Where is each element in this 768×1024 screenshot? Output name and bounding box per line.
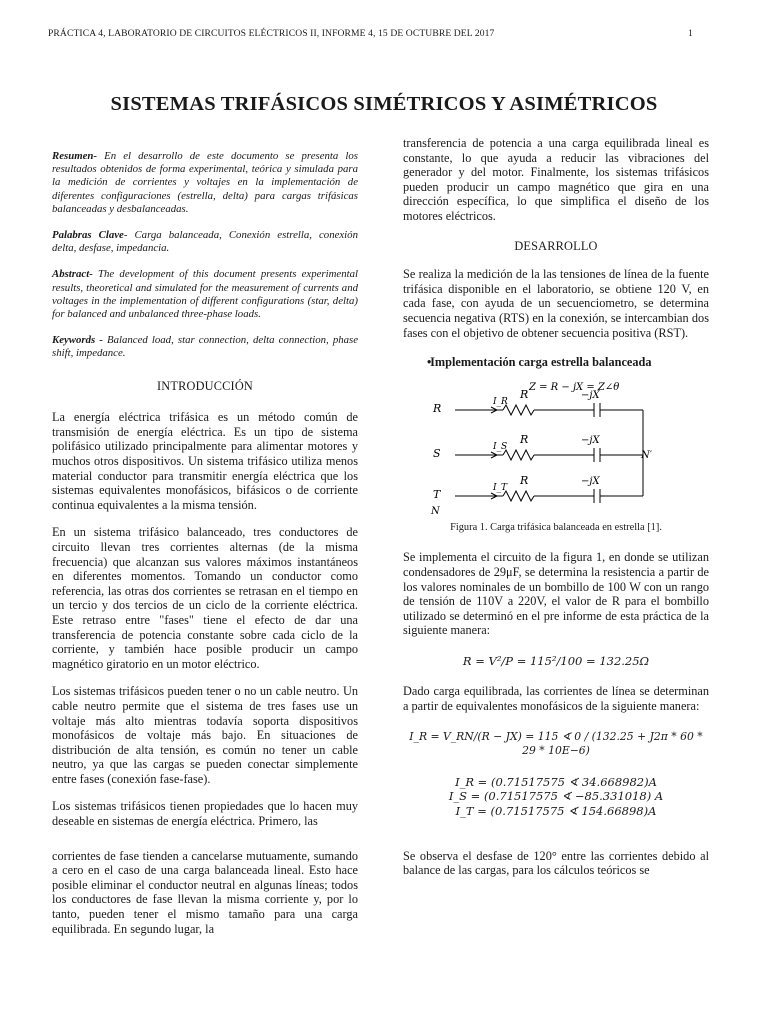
desarrollo-heading: DESARROLLO — [514, 238, 598, 253]
capacitor-s — [534, 448, 643, 462]
intro-paragraph-3: Los sistemas trifásicos pueden tener o no un cable neutro. Un cable neutro permite que el sistema de tres fases use un voltaje más alto mientras todavía soporta dispositivos monofásicos de voltaje más bajo. En situaciones de distribución de alta tensión, es común no tener un cable neutro, ya que las cargas se pueden conectar simplemente entre fases (conexión fase-fase). — [52, 684, 358, 786]
palabras-clave-paragraph — [52, 229, 358, 255]
palabras-text: - Carga balanceada, Conexión estrella, conexión delta, desfase, impedancia. — [52, 229, 358, 255]
abstract-paragraph — [52, 268, 358, 321]
equation-resistance: R = V²/P = 115²/100 = 132.25Ω — [462, 653, 650, 668]
intro-paragraph-4: Los sistemas trifásicos tienen propiedades que lo hacen muy deseable en sistemas de energía eléctrica. Primero, las — [52, 799, 358, 829]
abstract-label: Abstract- — [52, 268, 93, 281]
reactance-label-r: −jX — [581, 389, 600, 401]
intro-paragraph-5: corrientes de fase tienden a cancelarse mutuamente, sumando a cero en el caso de una carga balanceada lineal. Esto hace posible eliminar el conductor neutral en algunas líneas; todos los conductores de fase llevan la misma corriente y, por lo tanto, pueden tener el mismo tamaño para una carga equilibrada. En segundo lugar, la — [52, 848, 358, 936]
neutral-source-label: N — [431, 505, 440, 517]
result-current-is: I_S = (0.71517575 ∢ −85.331018) A — [448, 789, 664, 804]
page-number: 1 — [688, 28, 693, 39]
keywords-text: Balanced load, star connection, delta connection, phase shift, impedance. — [52, 334, 359, 360]
left-column — [52, 136, 358, 936]
phase-label-t: T — [433, 487, 441, 501]
result-current-it: I_T = (0.71517575 ∢ 154.66898)A — [455, 804, 657, 819]
reactance-label-t: −jX — [581, 475, 600, 487]
right-column — [403, 136, 709, 878]
resistor-label-s: R — [520, 432, 529, 446]
current-label-ir: I_R — [493, 396, 508, 407]
capacitor-t — [534, 489, 643, 503]
capacitor-r — [534, 403, 643, 417]
equation-current-ir-derivation: I_R = V_RN/(R − JX) = 115 ∢ 0 / (132.25 + J2π * 60 * 29 * 10E−6) — [409, 729, 703, 758]
phase-label-s: S — [433, 446, 441, 460]
current-label-is: I_S — [493, 441, 508, 452]
keywords-paragraph — [52, 334, 358, 360]
intro-paragraph-1: La energía eléctrica trifásica es un método común de transmisión de energía eléctrica. Es un tipo de sistema polifásico utilizado principalmente para alimentar motores y muchos otros dispositivos. Un sistema trifásico utiliza menos material conductor para transmitir energía eléctrica que los sistemas equivalentes monofásicos, bifásicos o de corriente continua equivalentes a la misma tensión. — [52, 410, 358, 512]
intro-heading: INTRODUCCIÓN — [157, 378, 253, 393]
running-header: PRÁCTICA 4, LABORATORIO DE CIRCUITOS ELÉCTRICOS II, INFORME 4, 15 DE OCTUBRE DEL 2017 — [48, 28, 495, 39]
figure-caption: Figura 1. Carga trifásica balanceada en estrella [1]. — [450, 521, 662, 533]
neutral-node-label: N′ — [641, 449, 653, 461]
desarrollo-paragraph-1: Se realiza la medición de la las tensiones de línea de la fuente trifásica disponible en el laboratorio, se obtiene 120 V, en cada fase, con ayuda de un secuenciometro, se determina secuencia negativa (RTS) en la conexión, se intercambian dos fases con el objetivo de obtener secuencia positiva (RST). — [403, 267, 709, 340]
reactance-label-s: −jX — [581, 434, 600, 446]
desarrollo-paragraph-2: Se implementa el circuito de la figura 1, en donde se utilizan condensadores de 29μF, se determina la resistencia a partir de los valores nominales de un bombillo de 100 W con un rango de tensión de 110V a 220V, el valor de R para el bombillo utilizado se determinó en el pre informe de esta práctica de la siguiente manera: — [403, 550, 709, 638]
desarrollo-paragraph-4: Se observa el desfase de 120° entre las corrientes debido al balance de las cargas, para los cálculos teóricos se — [403, 848, 709, 878]
current-label-it: I_T — [493, 482, 508, 493]
desarrollo-paragraph-3: Dado carga equilibrada, las corrientes de línea se determinan a partir de equivalentes monofásicos de la siguiente manera: — [403, 684, 709, 714]
result-current-ir: I_R = (0.71517575 ∢ 34.668982)A — [455, 774, 657, 789]
resumen-label: Resumen- — [52, 150, 97, 162]
resistor-label-t: R — [520, 473, 529, 487]
abstract-text: The development of this document presents experimental results, theoretical and simulated for the measurement of currents and voltages in the implementation of different configurations (star, delta) for balanced and unbalanced three-phase loads. — [52, 268, 358, 321]
keywords-label: Keywords - — [52, 334, 107, 347]
resumen-text: En el desarrollo de este documento se presenta los resultados obtenidos de forma experimental, teórica y simulada para la medición de corrientes y voltajes en la implementación de diferentes configuraciones (estrella, delta) para cargas trifásicas balanceadas y desbalanceadas. — [52, 150, 358, 215]
paper-title: SISTEMAS TRIFÁSICOS SIMÉTRICOS Y ASIMÉTRICOS — [110, 93, 658, 115]
star-load-circuit-figure — [403, 374, 709, 520]
intro-paragraph-2: En un sistema trifásico balanceado, tres conductores de circuito llevan tres corrientes alternas (de la misma frecuencia) que alcanzan sus valores máximos instantáneos en diferentes momentos. Tomando un conductor como referencia, las otras dos corrientes se retrasan en el tiempo en un tercio y dos tercios de un ciclo de la corriente eléctrica. Este retraso entre "fases" tiene el efecto de dar una transferencia de potencia constante sobre cada ciclo de la corriente, y también hace posible producir un campo magnético giratorio en un motor eléctrico. — [52, 525, 358, 671]
impedance-equation: Z = R − jX = Z∠θ — [529, 381, 620, 393]
bullet-dot: • — [427, 355, 432, 370]
intro-paragraph-6: transferencia de potencia a una carga equilibrada lineal es constante, lo que ayuda a reducir las vibraciones del generador y del motor. Finalmente, los sistemas trifásicos pueden producir un campo magnético que gira en una dirección específica, lo que simplifica el diseño de los motores eléctricos. — [403, 136, 709, 223]
resumen-paragraph — [52, 150, 358, 216]
palabras-label: Palabras Clave — [52, 229, 124, 242]
resistor-s — [503, 450, 534, 460]
resistor-t — [503, 491, 534, 501]
bullet-item — [403, 355, 709, 370]
bullet-text: Implementación carga estrella balanceada — [430, 355, 652, 370]
resistor-label-r: R — [520, 387, 529, 401]
phase-label-r: R — [433, 401, 442, 415]
